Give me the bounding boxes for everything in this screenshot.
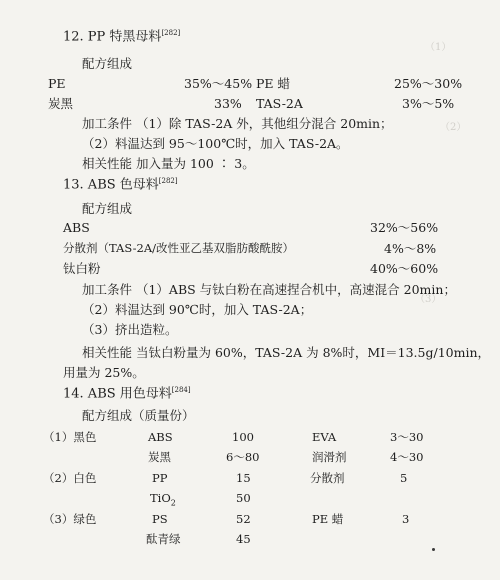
ingredient-value: 4%～8% xyxy=(384,241,437,256)
ingredient-name: 分散剂 xyxy=(310,471,345,485)
ingredient-name: PE xyxy=(48,76,66,91)
section-12-heading: 12. PP 特黑母料[282] xyxy=(63,29,181,45)
section-12-process-line: 加工条件 （1）除 TAS-2A 外，其他组分混合 20min； xyxy=(82,116,393,131)
section-13-formula-title: 配方组成 xyxy=(82,201,133,216)
group-label: （1）黑色 xyxy=(43,430,97,444)
ingredient-name: 炭黑 xyxy=(48,96,74,111)
section-13-performance: 用量为 25%。 xyxy=(63,365,145,380)
ingredient-value: 6～80 xyxy=(226,450,260,464)
ingredient-value: 3～30 xyxy=(390,430,424,444)
ingredient-value: 5 xyxy=(400,471,408,485)
ingredient-name: PE 蜡 xyxy=(256,76,291,91)
section-13-process-line: （2）料温达到 90℃时，加入 TAS-2A； xyxy=(82,302,313,317)
ingredient-name: TAS-2A xyxy=(256,96,303,111)
ingredient-value: 25%～30% xyxy=(394,76,463,91)
ingredient-value: 35%～45% xyxy=(184,76,253,91)
ingredient-value: 33% xyxy=(214,96,242,111)
section-13-process-line: （3）挤出造粒。 xyxy=(82,322,178,337)
ingredient-value: 50 xyxy=(236,491,251,505)
ingredient-name: 分散剂（TAS-2A/改性亚乙基双脂肪酸酰胺） xyxy=(63,241,295,255)
section-13-process-line: 加工条件 （1）ABS 与钛白粉在高速捏合机中，高速混合 20min； xyxy=(82,282,456,297)
bleed-through-text: （3） xyxy=(415,294,442,305)
ingredient-name: 炭黑 xyxy=(148,450,171,464)
ingredient-name: PP xyxy=(152,471,168,485)
ink-speck xyxy=(432,548,435,551)
ingredient-value: 100 xyxy=(232,430,254,444)
ingredient-name: 钛白粉 xyxy=(63,261,101,276)
section-13-performance: 相关性能 当钛白粉量为 60%，TAS-2A 为 8%时，MI＝13.5g/10min， xyxy=(82,345,491,360)
ingredient-name: 润滑剂 xyxy=(312,450,347,464)
ingredient-name: EVA xyxy=(312,430,337,444)
bleed-through-text: （2） xyxy=(440,122,467,133)
ingredient-name: ABS xyxy=(63,220,90,235)
section-12-process-line: （2）料温达到 95～100℃时，加入 TAS-2A。 xyxy=(82,136,349,151)
section-12-formula-title: 配方组成 xyxy=(82,56,133,71)
group-label: （3）绿色 xyxy=(43,512,97,526)
ingredient-name: 酞青绿 xyxy=(146,532,181,546)
ingredient-value: 3 xyxy=(402,512,410,526)
section-14-heading: 14. ABS 用色母料[284] xyxy=(63,386,191,402)
ingredient-value: 4～30 xyxy=(390,450,424,464)
section-14-formula-title: 配方组成（质量份） xyxy=(82,408,195,423)
ingredient-value: 32%～56% xyxy=(370,220,439,235)
ingredient-name: PE 蜡 xyxy=(312,512,344,526)
ingredient-value: 45 xyxy=(236,532,251,546)
group-label: （2）白色 xyxy=(43,471,97,485)
ingredient-name: ABS xyxy=(148,430,173,444)
ingredient-name: TiO$_2$ xyxy=(150,491,176,508)
ingredient-value: 40%～60% xyxy=(370,261,439,276)
section-13-heading: 13. ABS 色母料[282] xyxy=(63,177,178,193)
ingredient-value: 52 xyxy=(236,512,251,526)
ingredient-value: 3%～5% xyxy=(402,96,455,111)
ingredient-value: 15 xyxy=(236,471,251,485)
ingredient-name: PS xyxy=(152,512,168,526)
bleed-through-text: （1） xyxy=(425,42,452,53)
section-12-performance: 相关性能 加入量为 100 ∶ 3。 xyxy=(82,156,255,171)
